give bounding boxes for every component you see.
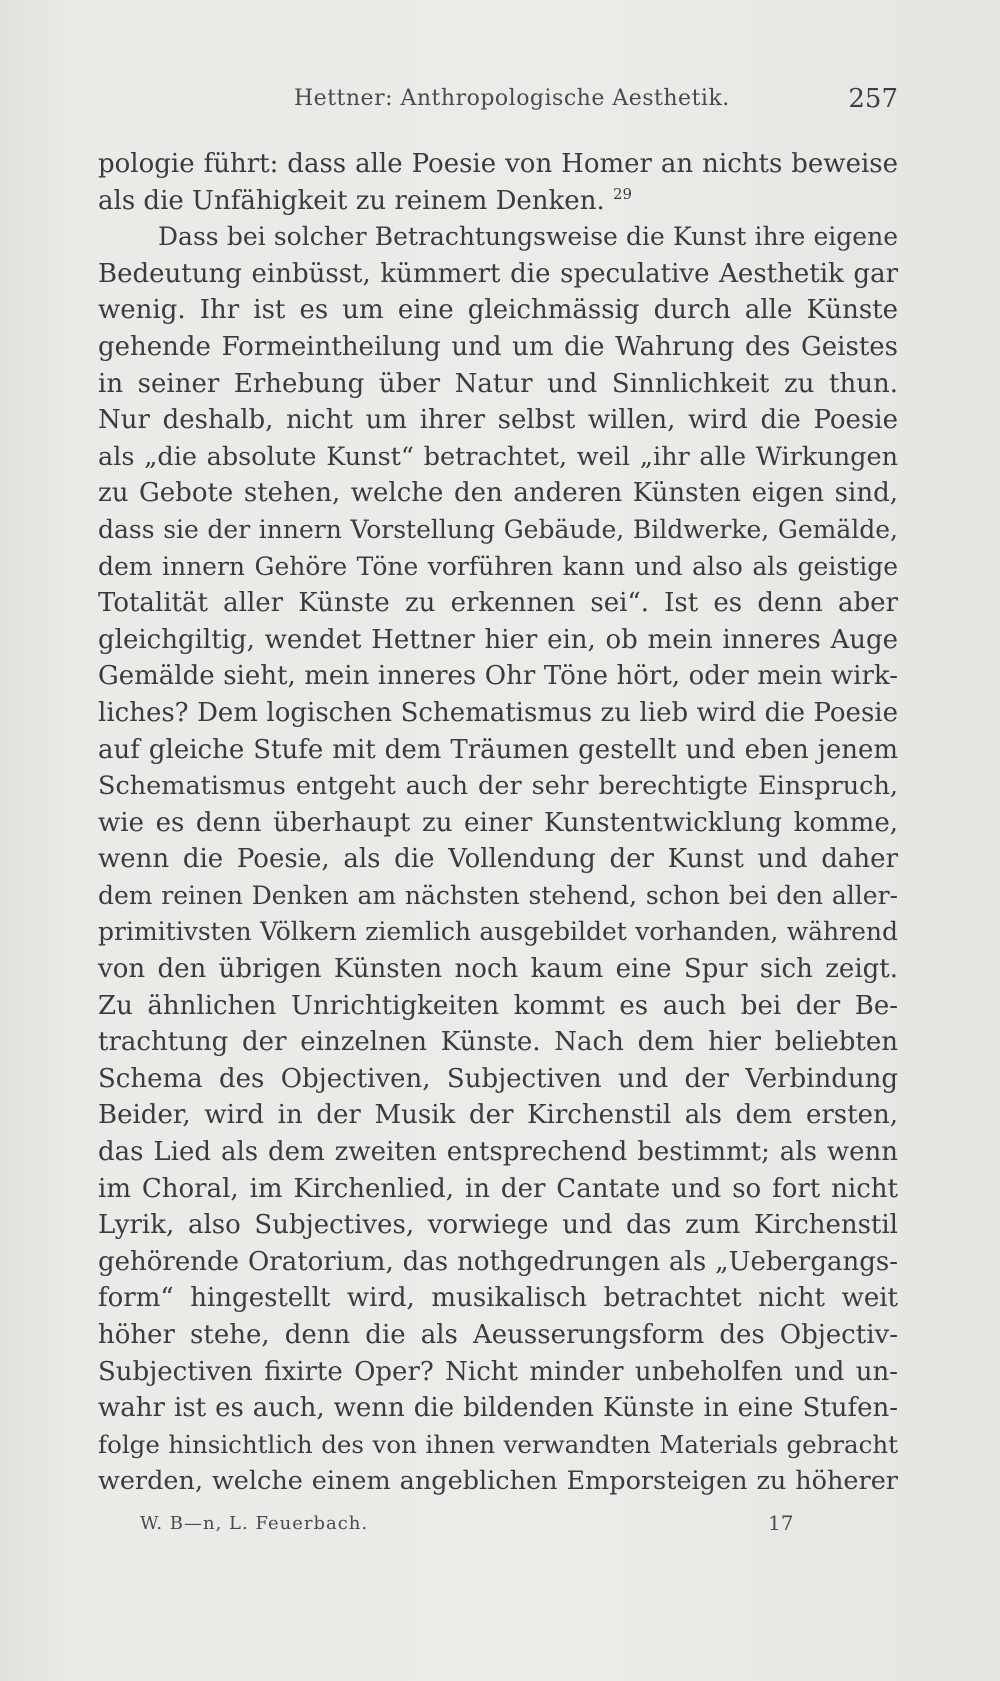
text-line: von den übrigen Künsten noch kaum eine Spur sich zeigt. [98,954,898,985]
text-line: gehörende Oratorium, das nothgedrungen als „Uebergangs- [98,1246,898,1277]
text-line: Gemälde sieht, mein inneres Ohr Töne hört, oder mein wirk- [98,661,898,692]
sheet-number: 17 [768,1511,794,1535]
body-text [98,146,898,1500]
text-line: auf gleiche Stufe mit dem Träumen gestellt und eben jenem [98,734,898,765]
text-line: Subjectiven fixirte Oper? Nicht minder unbeholfen und un- [98,1356,898,1387]
text-line-content: als die Unfähigkeit zu reinem Denken. [98,185,605,216]
text-line: Beider, wird in der Musik der Kirchenstil als dem ersten, [98,1100,898,1131]
paragraph-start-line: Dass bei solcher Betrachtungsweise die Kunst ihre eigene [158,222,898,252]
footnote-reference: 29 [612,184,633,203]
text-line: höher stehe, denn die als Aeusserungsform des Objectiv- [98,1320,898,1350]
text-line: zu Gebote stehen, welche den anderen Künsten eigen sind, [98,478,898,509]
text-line: dem reinen Denken am nächsten stehend, schon bei den aller- [98,880,898,910]
page-header [98,86,898,122]
text-line: als „die absolute Kunst“ betrachtet, weil „ihr alle Wirkungen [98,441,898,472]
text-line: das Lied als dem zweiten entsprechend bestimmt; als wenn [98,1137,898,1168]
text-line: liches? Dem logischen Schematismus zu lieb wird die Poesie [98,697,898,728]
text-line: Schematismus entgeht auch der sehr berechtigte Einspruch, [98,771,898,802]
text-line: Totalität aller Künste zu erkennen sei“. Ist es denn aber [98,588,898,619]
text-line: form“ hingestellt wird, musikalisch betrachtet nicht weit [98,1283,898,1314]
running-head: Hettner: Anthropologische Aesthetik. [294,86,730,111]
text-line: pologie führt: dass alle Poesie von Homer an nichts beweise [98,149,898,179]
text-line: im Choral, im Kirchenlied, in der Cantate und so fort nicht [98,1173,898,1204]
printer-signature: W. B—n, L. Feuerbach. [140,1513,369,1534]
text-line: dem innern Gehöre Töne vorführen kann und also als geistige [98,551,898,581]
text-line: wie es denn überhaupt zu einer Kunstentwicklung komme, [98,807,898,838]
text-line: primitivsten Völkern ziemlich ausgebildet vorhanden, während [98,917,898,947]
text-line: dass sie der innern Vorstellung Gebäude, Bildwerke, Gemälde, [98,514,898,544]
text-line: Bedeutung einbüsst, kümmert die speculative Aesthetik gar [98,258,898,289]
page-footer [140,1513,800,1543]
text-line: in seiner Erhebung über Natur und Sinnlichkeit zu thun. [98,368,898,399]
text-line: Lyrik, also Subjectives, vorwiege und das zum Kirchenstil [98,1210,898,1241]
text-line: wenig. Ihr ist es um eine gleichmässig durch alle Künste [98,295,898,326]
page-number: 257 [848,84,898,114]
text-line: Schema des Objectiven, Subjectiven und der Verbindung [98,1063,898,1094]
text-line: wenn die Poesie, als die Vollendung der Kunst und daher [98,844,898,875]
text-line: gleichgiltig, wendet Hettner hier ein, ob mein inneres Auge [98,624,898,655]
text-line: Zu ähnlichen Unrichtigkeiten kommt es auch bei der Be- [98,990,898,1021]
text-line: gehende Formeintheilung und um die Wahrung des Geistes [98,331,898,362]
text-line [98,183,898,220]
text-line: folge hinsichtlich des von ihnen verwandten Materials gebracht [98,1429,898,1459]
text-line: wahr ist es auch, wenn die bildenden Künste in eine Stufen- [98,1393,898,1424]
text-line: Nur deshalb, nicht um ihrer selbst willen, wird die Poesie [98,405,898,436]
text-line: trachtung der einzelnen Künste. Nach dem hier beliebten [98,1027,898,1058]
text-line: werden, welche einem angeblichen Emporsteigen zu höherer [98,1466,898,1497]
